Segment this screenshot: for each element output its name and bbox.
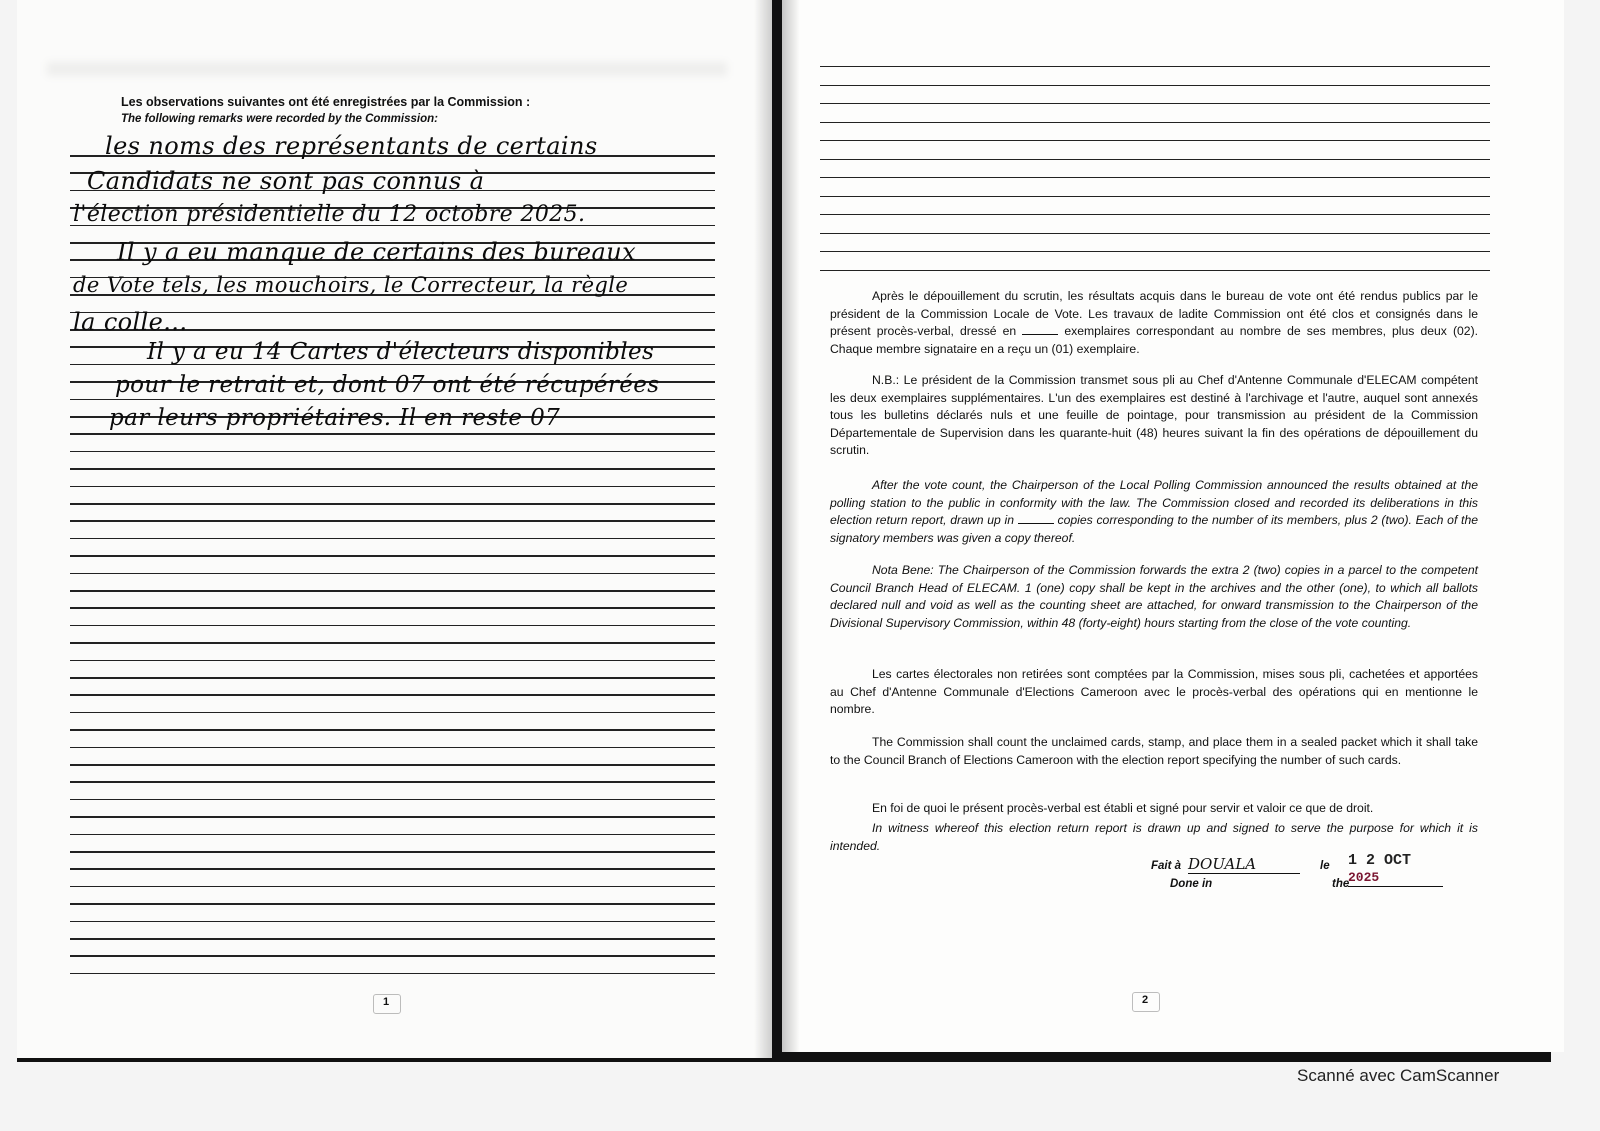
- handwritten-line: la colle...: [73, 308, 188, 336]
- page-number: 1: [383, 996, 390, 1008]
- ruled-line: [70, 677, 715, 679]
- date-stamp-year: 2025: [1348, 870, 1380, 885]
- remarks-header-en: The following remarks were recorded by the Commission:: [121, 113, 438, 125]
- done-in-label: Done in: [1170, 878, 1213, 890]
- ruled-line: [70, 955, 715, 957]
- nb-paragraph-en: [830, 562, 1478, 632]
- ruled-line: [70, 764, 715, 766]
- ruled-line: [70, 642, 715, 644]
- ruled-line: [70, 938, 715, 940]
- closing-paragraph-fr: [830, 288, 1478, 358]
- ruled-line: [70, 433, 715, 435]
- ruled-line: [70, 451, 715, 453]
- ruled-line: [70, 868, 715, 870]
- scanner-credit: Scanné avec CamScanner: [1297, 1066, 1500, 1085]
- ruled-line: [70, 834, 715, 836]
- date-stamp: [1348, 852, 1443, 887]
- handwritten-line: Candidats ne sont pas connus à: [87, 167, 485, 195]
- right-page: [782, 0, 1564, 1052]
- unclaimed-cards-en: [830, 734, 1478, 769]
- ruled-line: [820, 122, 1490, 123]
- nb-text-en: Nota Bene: The Chairperson of the Commission forwards the extra 2 (two) copies in a parcel to the competent Council Branch Head of ELECAM. 1 (one) copy shall be kept in the archives and the other (one), to which all ballots declared null and void as well as the counting sheet are attached, for onward transmission to the Chairperson of the Divisional Supervisory Commission, within 48 (forty-eight) hours starting from the close of the vote counting.: [830, 563, 1478, 630]
- handwritten-line: Il y a eu manque de certains des bureaux: [117, 238, 637, 266]
- nb-text-fr: N.B.: Le président de la Commission transmet sous pli au Chef d'Antenne Communale d'ELECAM compétent les deux exemplaires supplémentaires. L'un des exemplaires est destiné à l'archivage et l'autre, auquel sont annexés tous les bulletins déclarés nuls et une feuille de pointage, pour transmission au président de la Commission Départementale de Supervision dans les quarante-huit (48) heures suivant la fin des opérations de dépouillement du scrutin.: [830, 373, 1478, 458]
- handwritten-line: pour le retrait et, dont 07 ont été récupérées: [115, 372, 660, 398]
- ruled-line: [70, 625, 715, 627]
- ruled-line: [70, 538, 715, 540]
- ruled-line: [70, 573, 715, 575]
- ruled-line: [70, 520, 715, 522]
- ruled-line: [820, 140, 1490, 141]
- copies-blank: [1022, 334, 1058, 335]
- fait-a-label: Fait à: [1151, 860, 1182, 872]
- scanned-document-spread: [17, 0, 1551, 1062]
- ruled-line: [820, 66, 1490, 67]
- ruled-line: [820, 85, 1490, 86]
- ruled-line: [70, 503, 715, 505]
- ruled-line: [820, 251, 1490, 252]
- handwritten-line: Il y a eu 14 Cartes d'électeurs disponibles: [147, 339, 655, 365]
- ruled-line: [70, 747, 715, 749]
- ruled-line: [70, 694, 715, 696]
- ruled-line: [820, 159, 1490, 160]
- handwritten-line: de Vote tels, les mouchoirs, le Correcteur, la règle: [73, 273, 629, 297]
- ruled-line: [70, 781, 715, 783]
- ruled-line: [70, 607, 715, 609]
- ruled-line: [70, 555, 715, 557]
- fait-a-value: DOUALA: [1188, 855, 1300, 874]
- closing-text-fr: Après le dépouillement du scrutin, les résultats acquis dans le bureau de vote ont été rendus publics par le président de la Commission Locale de Vote. Les travaux de ladite Commission ont été clos et consignés dans le présent procès-verbal, dressé en: [830, 289, 1478, 339]
- ruled-line: [70, 399, 715, 401]
- remarks-header-fr: Les observations suivantes ont été enregistrées par la Commission :: [121, 95, 531, 109]
- ruled-line: [820, 214, 1490, 215]
- page-number: 2: [1142, 994, 1149, 1006]
- the-label: the: [1332, 878, 1350, 890]
- ruled-line: [820, 177, 1490, 178]
- handwritten-line: par leurs propriétaires. Il en reste 07: [109, 405, 561, 431]
- unclaimed-cards-text-fr: Les cartes électorales non retirées sont comptées par la Commission, mises sous pli, cachetées et apportées au Chef d'Antenne Communale d'Elections Cameroon avec le procès-verbal des opérations qui en mentionne le nombre.: [830, 667, 1478, 717]
- ruled-line: [70, 973, 715, 975]
- ruled-line: [70, 799, 715, 801]
- ruled-line: [70, 590, 715, 592]
- bleed-through-shadow: [47, 62, 727, 76]
- closing-text-en: After the vote count, the Chairperson of the Local Polling Commission announced the results obtained at the polling station to the public in conformity with the law. The Commission closed and recorded its deliberations in this election return report, drawn up in: [830, 478, 1478, 528]
- le-label: le: [1320, 860, 1330, 872]
- nb-paragraph-fr: [830, 372, 1478, 460]
- ruled-line: [70, 851, 715, 853]
- ruled-line: [820, 103, 1490, 104]
- unclaimed-cards-text-en: The Commission shall count the unclaimed cards, stamp, and place them in a sealed packet which it shall take to the Council Branch of Elections Cameroon with the election report specifying the number of such cards.: [830, 735, 1478, 767]
- gutter-shadow: [782, 0, 800, 1052]
- copies-blank: [1018, 523, 1054, 524]
- witness-text-fr: En foi de quoi le présent procès-verbal est établi et signé pour servir et valoir ce que de droit.: [872, 801, 1374, 815]
- handwritten-line: l'élection présidentielle du 12 octobre 2025.: [73, 202, 586, 227]
- closing-text-fr-end: exemplaires correspondant au nombre de ses membres, plus deux (02). Chaque membre signataire en a reçu un (01) exemplaire.: [830, 324, 1479, 356]
- ruled-line: [70, 712, 715, 714]
- ruled-line: [820, 233, 1490, 234]
- ruled-line: [820, 270, 1490, 271]
- ruled-line: [70, 660, 715, 662]
- ruled-line: [70, 468, 715, 470]
- witness-en: [830, 820, 1478, 855]
- ruled-line: [70, 729, 715, 731]
- ruled-line: [70, 903, 715, 905]
- ruled-line: [70, 816, 715, 818]
- gutter-shadow: [754, 0, 772, 1058]
- witness-fr: [830, 800, 1478, 818]
- date-stamp-day-month: 1 2 OCT: [1348, 852, 1412, 869]
- ruled-line: [70, 921, 715, 923]
- witness-text-en: In witness whereof this election return report is drawn up and signed to serve the purpose for which it is intended.: [830, 821, 1478, 853]
- left-page: [17, 0, 772, 1058]
- unclaimed-cards-fr: [830, 666, 1478, 719]
- ruled-line: [820, 196, 1490, 197]
- handwritten-line: les noms des représentants de certains: [105, 132, 598, 160]
- ruled-line: [70, 886, 715, 888]
- closing-text-en-end: copies corresponding to the number of its members, plus 2 (two). Each of the signatory members was given a copy thereof.: [830, 513, 1479, 545]
- ruled-line: [70, 486, 715, 488]
- closing-paragraph-en: [830, 477, 1478, 547]
